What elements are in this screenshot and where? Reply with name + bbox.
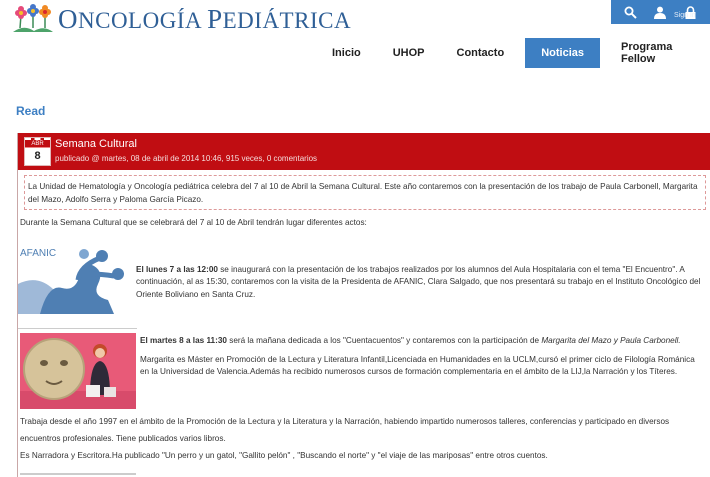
margarita-details — [20, 413, 708, 464]
afanic-logo-text: AFANIC — [20, 247, 57, 259]
article-meta: publicado @ martes, 08 de abril de 2014 10:46, 915 veces, 0 comentarios — [55, 154, 318, 163]
work-text: Trabaja desde el año 1997 en el ámbito de la Promoción de la Lectura y la Literatura y la Narración, habiendo impartido numerosos talleres, conferencias y participado en diversos encuentros profesionales. Tiene publicados varios libros. — [20, 417, 670, 443]
page-title: Read — [16, 104, 46, 118]
calendar-day: 8 — [34, 150, 41, 162]
moon-puppet-photo — [20, 333, 136, 409]
site-name: ONCOLOGÍA PEDIÁTRICA — [58, 3, 352, 34]
article-lead: Durante la Semana Cultural que se celebrará del 7 al 10 de Abril tendrán lugar diferentes actos: — [20, 218, 367, 227]
article-title[interactable]: Semana Cultural — [55, 138, 137, 150]
site-logo[interactable] — [12, 4, 351, 34]
user-icon[interactable] — [649, 2, 671, 22]
books-text: Es Narradora y Escritora.Ha publicado "Un perro y un gatol, "Gallito pelón" , "Buscando el norte" y "el viaje de las mariposas" entre otros cuentos. — [20, 451, 548, 460]
monday-text — [136, 264, 704, 302]
margarita-bio: Margarita es Máster en Promoción de la Lectura y Literatura Infantil,Licenciada en Humanidades en la UCLM,cursó el primer ciclo de Filología Románica en la Universidad de Valencia.Además ha recibido numerosos cursos de formación complementaria en el ámbito de la LIJ,la Narración y los Títeres. — [140, 354, 695, 376]
nav-item-noticias[interactable]: Noticias — [525, 38, 600, 68]
monday-body: se inaugurará con la presentación de los trabajos realizados por los alumnos del Aula Hospitalaria con el tema "El Encuentro". A continuación, al as 15:30, contaremos con la visita de la Presidenta de AFANIC, Clara Salgado, que nos presentará su trabajo en el Instituto Oncológico del Oriente Boliviano en Santa Cruz. — [136, 264, 701, 299]
article-intro: La Unidad de Hematología y Oncología pediátrica celebra del 7 al 10 de Abril la Semana Cultural. Este año contaremos con la presentación de los trabajo de Paula Carbonell, Margarita del Mazo, Adolfo Serra y Paloma García Picazo. — [24, 175, 706, 210]
tuesday-text — [140, 335, 706, 379]
nav-item-uhop[interactable]: UHOP — [392, 47, 425, 59]
utility-bar — [611, 0, 710, 24]
calendar-icon — [24, 137, 51, 166]
nav-item-inicio[interactable]: Inicio — [332, 47, 361, 59]
tuesday-body: será la mañana dedicada a los "Cuentacuentos" y contaremos con la participación de — [226, 336, 542, 345]
flowers-logo-icon — [12, 4, 54, 34]
monday-heading: El lunes 7 a las 12:00 — [136, 264, 218, 274]
search-icon[interactable] — [619, 2, 641, 22]
monday-section — [18, 230, 710, 330]
sign-in-link[interactable]: Sign In — [674, 12, 696, 19]
nav-item-contacto[interactable]: Contacto — [456, 47, 505, 59]
main-nav — [316, 38, 710, 68]
article — [17, 133, 710, 477]
calendar-month: ABR — [25, 138, 50, 148]
afanic-logo — [18, 244, 132, 314]
tuesday-participants: Margarita del Mazo y Paula Carbonell. — [541, 336, 681, 345]
tuesday-heading: El martes 8 a las 11:30 — [140, 336, 227, 345]
nav-item-programa-fellow[interactable]: Programa Fellow — [620, 41, 673, 65]
article-header — [18, 133, 710, 170]
section-divider — [18, 328, 137, 329]
section-divider-bottom — [20, 473, 136, 475]
